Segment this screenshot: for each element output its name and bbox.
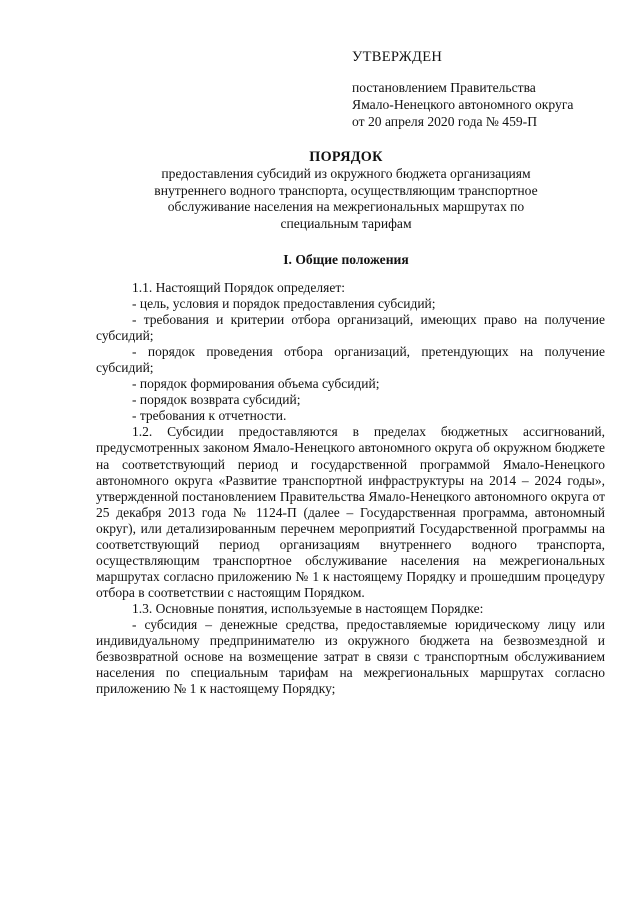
- list-item: - порядок возврата субсидий;: [132, 392, 301, 408]
- section-heading: I. Общие положения: [283, 252, 409, 267]
- paragraph: 1.1. Настоящий Порядок определяет:: [132, 280, 346, 295]
- approval-stamp: [352, 49, 573, 130]
- paragraph: 1.2. Субсидии предоставляются в пределах бюджетных ассигнований, предусмотренных законом Ямало-Ненецкого автономного округа об окружном бюджете на соответствующий период и государственной программой Ямало-Ненецкого автономного округа «Развитие транспортной инфраструктуры на 2014 – 2024 годы», утвержденной постановлением Правительства Ямало-Ненецкого автономного округа от 25 декабря 2013 года № 1124-П (далее – Государственная программа, автономный округ), или детализированным перечнем мероприятий Государственной программы на соответствующий период организациям внутреннего водного транспорта, осуществляющим транспортное обслуживание населения на межрегиональных маршрутах согласно приложению № 1 к настоящему Порядку и прошедшим процедуру отбора в соответствии с настоящим Порядком.: [96, 424, 605, 600]
- title-subtitle-line: обслуживание населения на межрегиональных маршрутах по: [167, 199, 525, 215]
- title-subtitle-line: предоставления субсидий из окружного бюджета организациям: [161, 165, 531, 181]
- list-item: - субсидия – денежные средства, предоставляемые юридическому лицу или индивидуальному предпринимателю из окружного бюджета на безвозмездной и безвозвратной основе на возмещение затрат в связи с транспортным обслуживанием населения по специальным тарифам на межрегиональных маршрутах согласно приложению № 1 к настоящему Порядку;: [96, 616, 605, 697]
- approval-heading: УТВЕРЖДЕН: [352, 49, 443, 65]
- list-item: - цель, условия и порядок предоставления субсидий;: [132, 296, 436, 312]
- list-item: - требования к отчетности.: [132, 408, 287, 424]
- title-subtitle-line: внутреннего водного транспорта, осуществляющим транспортное: [154, 182, 538, 198]
- document-title: [96, 149, 596, 233]
- list-item: - требования и критерии отбора организаций, имеющих право на получение субсидий;: [96, 312, 605, 344]
- list-item: - порядок проведения отбора организаций, претендующих на получение субсидий;: [96, 344, 605, 376]
- approval-line: от 20 апреля 2020 года № 459-П: [352, 114, 538, 129]
- document-body: [96, 280, 605, 697]
- paragraph: 1.3. Основные понятия, используемые в настоящем Порядке:: [132, 600, 484, 616]
- title-subtitle-line: специальным тарифам: [280, 216, 412, 232]
- list-item: - порядок формирования объема субсидий;: [132, 376, 380, 392]
- approval-line: Ямало-Ненецкого автономного округа: [352, 97, 574, 112]
- approval-line: постановлением Правительства: [352, 80, 536, 95]
- title-main: ПОРЯДОК: [309, 149, 383, 165]
